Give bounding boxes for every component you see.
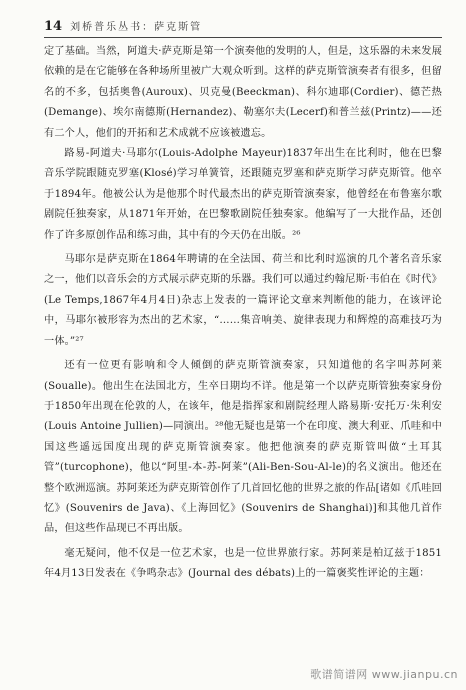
body-text <box>44 42 442 585</box>
site-watermark: 歌谱简谱网 www.jianpu.cn <box>310 668 458 681</box>
paragraph-4: 还有一位更有影响和令人倾倒的萨克斯管演奏家，只知道他的名字叫苏阿莱(Soualle)。他出生在法国北方，生卒日期均不详。他是第一个以萨克斯管独奏家身份于1850年出现在伦敦的人，在该年，他是指挥家和剧院经理人路易斯·安托万·朱利安(Louis Antoine Jullien)—同演出。²⁸他无疑也是第一个在印度、澳大利亚、爪哇和中国这些遥远国度出现的萨克斯管演奏家。他把他演奏的萨克斯管叫做“土耳其管”(turcophone)，他以“阿里-本-苏-阿莱”(Ali-Ben-Sou-Al-le)的名义演出。他还在整个欧洲巡演。苏阿莱还为萨克斯管创作了几首回忆他的世界之旅的作品[诸如《爪哇回忆》(Souvenirs de Java)、《上海回忆》(Souvenirs de Shanghai)]和其他几首作品，但这些作品现已不再出版。 <box>44 360 442 535</box>
running-title: 刘桥普乐丛书：萨克斯管 <box>70 22 203 33</box>
header-divider <box>44 37 442 38</box>
page-number: 14 <box>44 19 63 34</box>
paragraph-1: 定了基础。当然，阿道夫·萨克斯是第一个演奏他的发明的人，但是，这乐器的未来发展依赖的是在它能够在各种场所里被广大观众听到。这样的萨克斯管演奏者有很多，但留名的不多，包括奥鲁(Auroux)、贝克曼(Beeckman)、科尔迪耶(Cordier)、德芒热(Demange)、埃尔南德斯(Hernandez)、勒塞尔夫(Lecerf)和普兰兹(Printz)——还有二个人，他们的开拓和艺术成就不应该被遗忘。 <box>44 46 442 139</box>
page-header <box>44 18 444 36</box>
paragraph-3: 马耶尔是萨克斯在1864年聘请的在全法国、荷兰和比利时巡演的几个著名音乐家之一，他们以音乐会的方式展示萨克斯的乐器。我们可以通过约翰尼斯·韦伯在《时代》(Le Temps,1867年4月4日)杂志上发表的一篇评论文章来判断他的能力，在该评论中，马耶尔被形容为杰出的艺术家，“……集音响美、旋律表现力和辉煌的高难技巧为一体。”²⁷ <box>44 254 442 347</box>
paragraph-2: 路易-阿道夫·马耶尔(Louis-Adolphe Mayeur)1837年出生在比利时，他在巴黎音乐学院跟随克罗塞(Klosé)学习单簧管，还跟随克罗塞和萨克斯学习萨克斯管。他卒于1894年。他被公认为是他那个时代最杰出的萨克斯管演奏家，他曾经在布鲁塞尔歌剧院任独奏家，从1871年开始，在巴黎歌剧院任独奏家。他编写了一大批作品，还创作了许多原创作品和练习曲，其中有的今天仍在出版。²⁶ <box>44 148 442 241</box>
paragraph-5: 毫无疑问，他不仅是一位艺术家，也是一位世界旅行家。苏阿莱是柏辽兹于1851年4月13日发表在《争鸣杂志》(Journal des débats)上的一篇褒奖性评论的主题： <box>44 547 442 580</box>
